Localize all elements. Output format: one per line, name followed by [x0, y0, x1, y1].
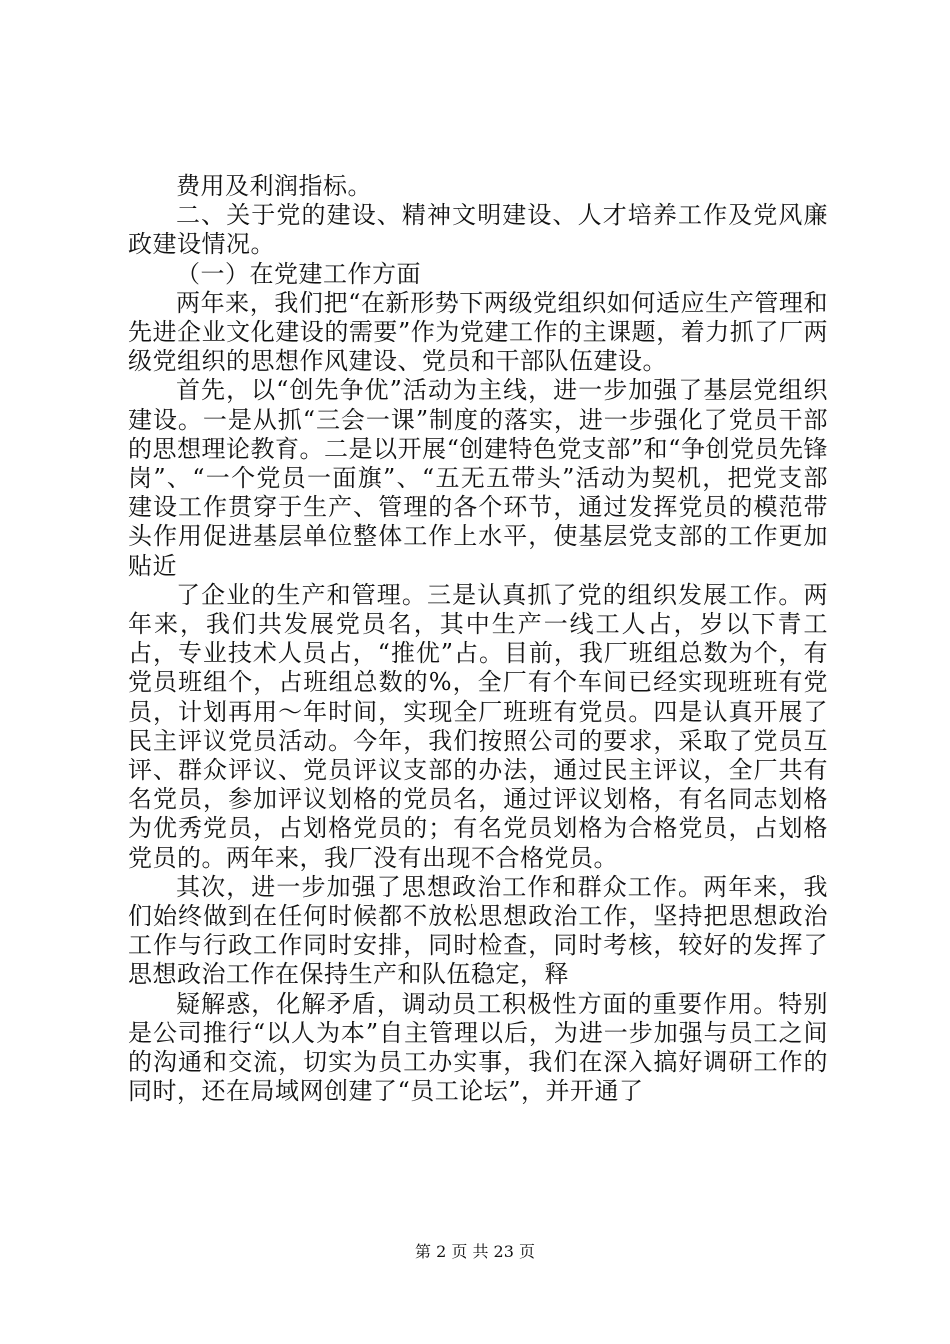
page-number-footer: 第 2 页 共 23 页: [415, 1242, 535, 1261]
paragraph: 费用及利润指标。: [176, 172, 372, 200]
document-body: [128, 172, 828, 1107]
paragraph: 了企业的生产和管理。三是认真抓了党的组织发展工作。两年来，我们共发展党员名，其中生产一线工人占，岁以下青工占，专业技术人员占，“推优”占。目前，我厂班组总数为个，有党员班组个，占班组总数的%，全厂有个车间已经实现班班有党员，计划再用～年时间，实现全厂班班有党员。四是认真开展了民主评议党员活动。今年，我们按照公司的要求，采取了党员互评、群众评议、党员评议支部的办法，通过民主评议，全厂共有名党员，参加评议划格的党员名，通过评议划格，有名同志划格为优秀党员，占划格党员的；有名党员划格为合格党员，占划格党员的。两年来，我厂没有出现不合格党员。: [128, 580, 828, 872]
paragraph: 其次，进一步加强了思想政治工作和群众工作。两年来，我们始终做到在任何时候都不放松思想政治工作，坚持把思想政治工作与行政工作同时安排，同时检查，同时考核，较好的发挥了思想政治工作在保持生产和队伍稳定，释: [128, 872, 828, 989]
paragraph: 首先，以“创先争优”活动为主线，进一步加强了基层党组织建设。一是从抓“三会一课”制度的落实，进一步强化了党员干部的思想理论教育。二是以开展“创建特色党支部”和“争创党员先锋岗”、“一个党员一面旗”、“五无五带头”活动为契机，把党支部建设工作贯穿于生产、管理的各个环节，通过发挥党员的模范带头作用促进基层单位整体工作上水平，使基层党支部的工作更加贴近: [128, 376, 828, 580]
paragraph: 疑解惑，化解矛盾，调动员工积极性方面的重要作用。特别是公司推行“以人为本”自主管理以后，为进一步加强与员工之间的沟通和交流，切实为员工办实事，我们在深入搞好调研工作的同时，还在局域网创建了“员工论坛”，并开通了: [128, 989, 828, 1106]
section-heading: 二、关于党的建设、精神文明建设、人才培养工作及党风廉政建设情况。: [128, 201, 828, 259]
subsection-heading: （一）在党建工作方面: [176, 259, 421, 288]
paragraph: 两年来，我们把“在新形势下两级党组织如何适应生产管理和先进企业文化建设的需要”作为党建工作的主课题，着力抓了厂两级党组织的思想作风建设、党员和干部队伍建设。: [128, 288, 828, 376]
